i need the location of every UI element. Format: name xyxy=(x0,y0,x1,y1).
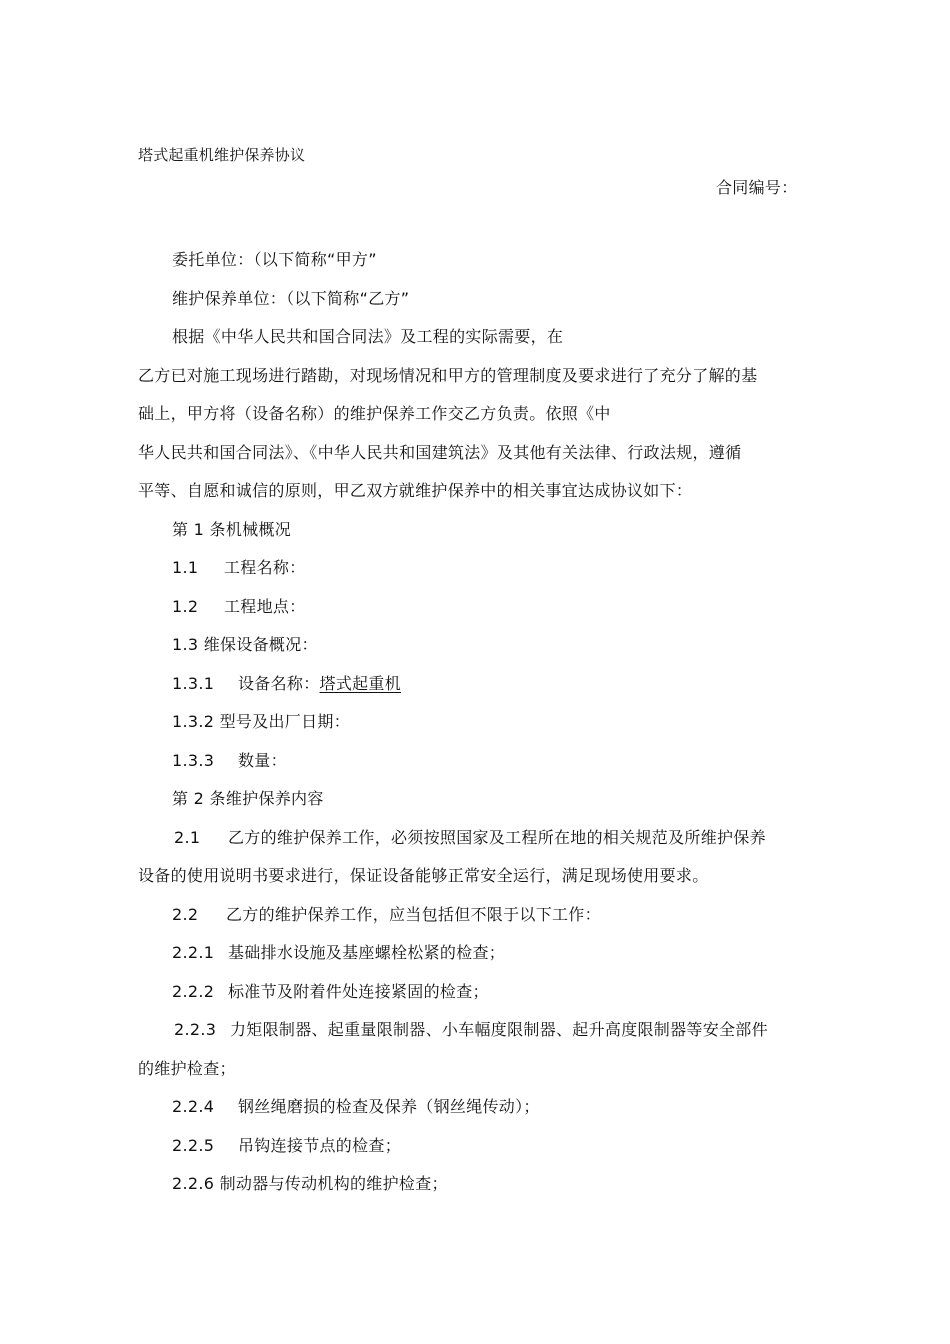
item-text: 力矩限制器、起重量限制器、小车幅度限制器、起升高度限制器等安全部件 xyxy=(230,1020,768,1039)
intro-line-4: 华人民共和国合同法》、《中华人民共和国建筑法》及其他有关法律、行政法规，遵循 xyxy=(138,443,742,462)
item-label: 设备名称： xyxy=(238,674,320,693)
item-number: 2.2.3 xyxy=(174,1020,217,1039)
item-number: 1.3.1 xyxy=(172,674,215,693)
intro-line-1: 根据《中华人民共和国合同法》及工程的实际需要，在 xyxy=(172,327,564,346)
equipment-name-value: 塔式起重机 xyxy=(319,674,402,693)
intro-line-5: 平等、自愿和诚信的原则，甲乙双方就维护保养中的相关事宜达成协议如下： xyxy=(138,481,693,500)
item-2-1 xyxy=(174,828,766,848)
item-2-2-6: 2.2.6 制动器与传动机构的维护检查； xyxy=(172,1174,448,1193)
item-text: 工程名称： xyxy=(224,558,306,577)
item-text: 标准节及附着件处连接紧固的检查； xyxy=(228,982,489,1001)
client-line: 委托单位：（以下简称“甲方” xyxy=(172,250,377,269)
intro-line-3: 础上，甲方将（设备名称）的维护保养工作交乙方负责。依照《中 xyxy=(138,404,611,423)
item-2-2-3 xyxy=(174,1020,768,1040)
item-2-2-1 xyxy=(172,943,505,963)
item-number: 2.2.4 xyxy=(172,1097,215,1116)
item-number: 1.3.3 xyxy=(172,751,215,770)
item-number: 2.2.1 xyxy=(172,943,215,962)
article-1-heading: 第 1 条机械概况 xyxy=(172,520,292,539)
item-2-2 xyxy=(172,905,601,925)
maintainer-line: 维护保养单位：（以下简称“乙方” xyxy=(172,289,410,308)
item-2-2-2 xyxy=(172,982,489,1002)
item-text: 钢丝绳磨损的检查及保养（钢丝绳传动）； xyxy=(238,1097,540,1116)
item-1-1 xyxy=(172,558,306,578)
item-number: 2.1 xyxy=(174,828,201,847)
document-title: 塔式起重机维护保养协议 xyxy=(138,146,306,164)
item-2-2-4 xyxy=(172,1097,540,1117)
item-text: 工程地点： xyxy=(224,597,306,616)
item-number: 1.1 xyxy=(172,558,199,577)
item-text: 基础排水设施及基座螺栓松紧的检查； xyxy=(228,943,506,962)
item-text: 吊钩连接节点的检查； xyxy=(238,1136,402,1155)
item-1-3-2: 1.3.2 型号及出厂日期： xyxy=(172,712,350,731)
item-2-2-3-continued: 的维护检查； xyxy=(138,1059,236,1078)
item-1-3-3 xyxy=(172,751,287,771)
item-2-2-5 xyxy=(172,1136,401,1156)
item-text: 数量： xyxy=(238,751,287,770)
item-1-3-1 xyxy=(172,674,401,694)
item-number: 1.2 xyxy=(172,597,199,616)
article-2-heading: 第 2 条维护保养内容 xyxy=(172,789,324,808)
item-number: 2.2.2 xyxy=(172,982,215,1001)
item-text: 乙方的维护保养工作，应当包括但不限于以下工作： xyxy=(226,905,601,924)
item-text: 乙方的维护保养工作，必须按照国家及工程所在地的相关规范及所维护保养 xyxy=(228,828,766,847)
item-1-3: 1.3 维保设备概况： xyxy=(172,635,318,654)
contract-number-label: 合同编号： xyxy=(716,178,798,197)
item-number: 2.2 xyxy=(172,905,199,924)
item-2-1-continued: 设备的使用说明书要求进行，保证设备能够正常安全运行，满足现场使用要求。 xyxy=(138,866,709,885)
item-1-2 xyxy=(172,597,306,617)
intro-line-2: 乙方已对施工现场进行踏勘，对现场情况和甲方的管理制度及要求进行了充分了解的基 xyxy=(138,366,758,385)
item-number: 2.2.5 xyxy=(172,1136,215,1155)
